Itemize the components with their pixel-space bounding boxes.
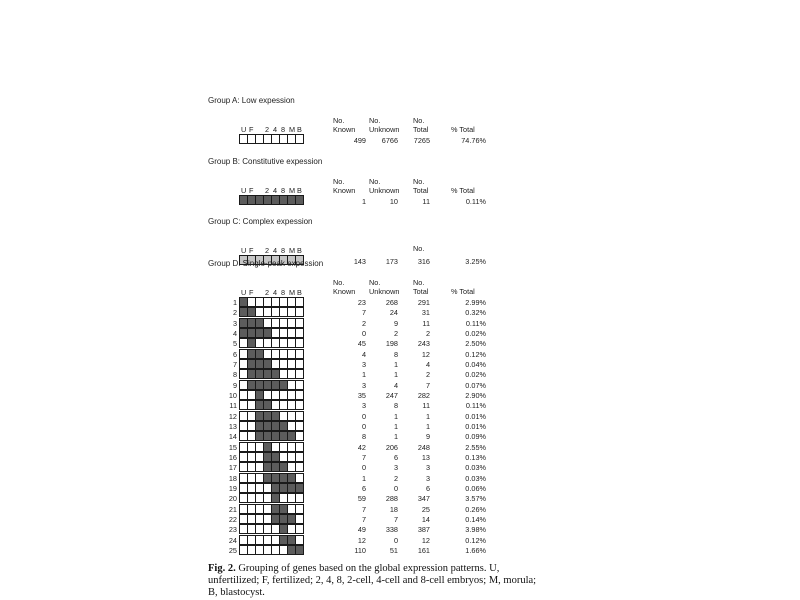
group-b-gene-header-u: U (241, 186, 247, 195)
group-d-row-19-unknown: 0 (393, 484, 398, 493)
group-d-row-15-total: 248 (417, 443, 430, 452)
group-d-row-1-cell-7 (295, 297, 304, 307)
group-d-row-13-total: 1 (425, 422, 430, 431)
group-d-row-7-number: 7 (232, 360, 237, 369)
group-d-row-7-cell-7 (295, 359, 304, 369)
group-d-row-25-total: 161 (417, 546, 430, 555)
group-d-row-12-pct: 0.01% (465, 412, 486, 421)
group-a-gene-header-2: 2 (265, 125, 270, 134)
group-d-row-3-pct: 0.11% (465, 319, 486, 328)
group-d-row-10-pct: 2.90% (465, 391, 486, 400)
group-a-title: Group A: Low expession (208, 96, 295, 105)
group-c-header-total: No. (413, 244, 425, 253)
group-d-row-2-pattern (239, 307, 303, 317)
group-a-gene-header-8: 8 (281, 125, 286, 134)
group-d-row-11-unknown: 8 (393, 401, 398, 410)
group-d-row-7-total: 4 (425, 360, 430, 369)
group-d-row-4-total: 2 (425, 329, 430, 338)
group-b-pct: 0.11% (465, 197, 486, 206)
group-d-row-5-unknown: 198 (385, 339, 398, 348)
group-c-gene-header-f: F (249, 246, 254, 255)
group-d-row-23-unknown: 338 (385, 525, 398, 534)
group-d-row-15-number: 15 (228, 443, 237, 452)
group-d-row-24-cell-7 (295, 535, 304, 545)
group-d-row-1-pattern (239, 297, 303, 307)
group-d-title: Group D: Single-peak expession (208, 259, 324, 268)
group-d-row-8-pattern (239, 369, 303, 379)
group-d-gene-header-m: M (289, 288, 296, 297)
group-d-row-22-pct: 0.14% (465, 515, 486, 524)
group-d-row-6-total: 12 (421, 350, 430, 359)
group-d-header-pct: % Total (451, 287, 475, 296)
group-d-row-21-number: 21 (228, 505, 237, 514)
group-d-row-5-number: 5 (232, 339, 237, 348)
group-a-header-known: No. (333, 116, 345, 125)
group-d-row-1-known: 23 (357, 298, 366, 307)
group-d-gene-header-b: B (297, 288, 302, 297)
group-d-row-2-cell-7 (295, 307, 304, 317)
group-b-gene-header-2: 2 (265, 186, 270, 195)
group-d-header-total-2: Total (413, 287, 429, 296)
figure-caption (208, 563, 538, 599)
group-d-header-known: No. (333, 278, 345, 287)
group-d-row-7-pct: 0.04% (465, 360, 486, 369)
group-d-row-11-pct: 0.11% (465, 401, 486, 410)
group-d-row-24-pattern (239, 535, 303, 545)
group-d-row-18-cell-7 (295, 473, 304, 483)
group-d-row-14-unknown: 1 (393, 432, 398, 441)
group-d-row-6-unknown: 8 (393, 350, 398, 359)
group-b-total: 11 (422, 197, 430, 206)
group-d-row-16-unknown: 6 (393, 453, 398, 462)
group-c-title: Group C: Complex expession (208, 217, 313, 226)
group-c-unknown: 173 (385, 257, 398, 266)
group-a-header-unknown: No. (369, 116, 381, 125)
group-d-row-12-total: 1 (425, 412, 430, 421)
group-d-row-2-known: 7 (361, 308, 366, 317)
group-d-row-14-total: 9 (425, 432, 430, 441)
group-d-row-17-known: 0 (361, 463, 366, 472)
group-d-row-8-cell-7 (295, 369, 304, 379)
group-b-header-total-2: Total (413, 186, 429, 195)
group-d-row-9-number: 9 (232, 381, 237, 390)
group-d-row-20-total: 347 (417, 494, 430, 503)
group-c-gene-header-u: U (241, 246, 247, 255)
caption-text: Grouping of genes based on the global expression patterns. U, unfertilized; F, fertilized; 2, 4, 8, 2-cell, 4-cell and 8-cell embryos; M, morula; B, blastocyst. (208, 563, 537, 598)
group-d-row-18-known: 1 (361, 474, 366, 483)
group-d-row-3-number: 3 (232, 319, 237, 328)
group-d-row-11-total: 11 (422, 401, 430, 410)
group-d-row-13-pattern (239, 421, 303, 431)
group-d-row-6-pattern (239, 349, 303, 359)
group-d-header-unknown-2: Unknown (369, 287, 400, 296)
group-d-row-17-unknown: 3 (393, 463, 398, 472)
group-b-header-total: No. (413, 177, 425, 186)
group-b-title: Group B: Constitutive expession (208, 157, 323, 166)
group-d-row-3-total: 11 (422, 319, 430, 328)
group-a-header-unknown-2: Unknown (369, 125, 400, 134)
group-b-known: 1 (361, 197, 366, 206)
group-d-row-25-cell-7 (295, 545, 304, 555)
group-d-row-23-pattern (239, 524, 303, 534)
group-a-cell-7 (295, 134, 304, 144)
group-d-gene-header-f: F (249, 288, 254, 297)
group-d-row-25-known: 110 (354, 546, 366, 555)
group-d-row-9-known: 3 (361, 381, 366, 390)
group-b-gene-header-m: M (289, 186, 296, 195)
group-d-row-24-known: 12 (357, 536, 366, 545)
group-d-row-10-cell-7 (295, 390, 304, 400)
group-d-row-17-pct: 0.03% (465, 463, 486, 472)
group-d-row-19-number: 19 (228, 484, 237, 493)
group-a-pct: 74.76% (461, 136, 486, 145)
group-d-row-21-cell-7 (295, 504, 304, 514)
group-d-row-11-known: 3 (361, 401, 366, 410)
group-d-row-14-cell-7 (295, 431, 304, 441)
group-d-row-23-total: 387 (417, 525, 430, 534)
group-d-row-22-number: 22 (228, 515, 237, 524)
group-d-row-18-pattern (239, 473, 303, 483)
group-d-row-16-known: 7 (361, 453, 366, 462)
group-d-header-total: No. (413, 278, 425, 287)
group-b-header-unknown: No. (369, 177, 381, 186)
group-d-gene-header-2: 2 (265, 288, 270, 297)
group-d-row-11-pattern (239, 400, 303, 410)
group-a-known: 499 (353, 136, 366, 145)
group-d-row-17-number: 17 (228, 463, 237, 472)
group-d-gene-header-u: U (241, 288, 247, 297)
group-d-header-unknown: No. (369, 278, 381, 287)
group-c-pct: 3.25% (465, 257, 486, 266)
group-d-row-20-pct: 3.57% (465, 494, 486, 503)
group-d-row-13-known: 0 (361, 422, 366, 431)
group-d-row-23-cell-7 (295, 524, 304, 534)
group-d-row-25-pct: 1.66% (465, 546, 486, 555)
group-d-row-12-pattern (239, 411, 303, 421)
group-d-row-15-pattern (239, 442, 303, 452)
group-d-row-23-known: 49 (357, 525, 366, 534)
group-d-row-17-pattern (239, 462, 303, 472)
group-d-row-16-number: 16 (228, 453, 237, 462)
group-d-row-3-cell-7 (295, 318, 304, 328)
group-d-row-9-unknown: 4 (393, 381, 398, 390)
group-a-header-total-2: Total (413, 125, 429, 134)
group-d-row-19-known: 6 (361, 484, 366, 493)
group-d-row-21-unknown: 18 (389, 505, 398, 514)
group-d-row-7-unknown: 1 (393, 360, 398, 369)
group-d-row-19-cell-7 (295, 483, 304, 493)
group-d-row-10-unknown: 247 (385, 391, 398, 400)
group-d-row-16-cell-7 (295, 452, 304, 462)
group-d-row-22-unknown: 7 (393, 515, 398, 524)
group-d-row-21-pct: 0.26% (465, 505, 486, 514)
group-d-row-22-known: 7 (361, 515, 366, 524)
group-d-row-13-number: 13 (228, 422, 237, 431)
group-d-row-15-pct: 2.55% (465, 443, 486, 452)
caption-label: Fig. 2. (208, 563, 236, 574)
group-d-row-15-known: 42 (357, 443, 366, 452)
group-b-header-known: No. (333, 177, 345, 186)
group-d-row-16-pattern (239, 452, 303, 462)
group-d-row-19-pattern (239, 483, 303, 493)
group-d-row-12-known: 0 (361, 412, 366, 421)
group-d-row-21-pattern (239, 504, 303, 514)
group-d-row-2-number: 2 (232, 308, 237, 317)
group-b-pattern (239, 195, 303, 205)
group-c-gene-header-4: 4 (273, 246, 278, 255)
group-d-row-9-pattern (239, 380, 303, 390)
group-d-row-22-total: 14 (421, 515, 430, 524)
group-d-row-19-pct: 0.06% (465, 484, 486, 493)
group-d-row-8-number: 8 (232, 370, 237, 379)
group-d-row-14-pattern (239, 431, 303, 441)
group-b-header-known-2: Known (333, 186, 356, 195)
group-d-row-24-total: 12 (421, 536, 430, 545)
group-d-row-9-total: 7 (425, 381, 430, 390)
group-d-row-8-total: 2 (425, 370, 430, 379)
group-a-gene-header-u: U (241, 125, 247, 134)
group-c-known: 143 (353, 257, 366, 266)
group-d-header-known-2: Known (333, 287, 356, 296)
group-a-unknown: 6766 (381, 136, 398, 145)
group-d-row-12-cell-7 (295, 411, 304, 421)
group-d-row-23-number: 23 (228, 525, 237, 534)
group-d-row-12-unknown: 1 (393, 412, 398, 421)
group-d-row-23-pct: 3.98% (465, 525, 486, 534)
group-d-row-19-total: 6 (425, 484, 430, 493)
group-d-row-20-number: 20 (228, 494, 237, 503)
group-d-row-10-pattern (239, 390, 303, 400)
group-d-row-13-pct: 0.01% (465, 422, 486, 431)
group-d-row-3-known: 2 (361, 319, 366, 328)
group-a-gene-header-b: B (297, 125, 302, 134)
group-c-total: 316 (417, 257, 430, 266)
group-d-row-20-known: 59 (357, 494, 366, 503)
group-d-row-13-cell-7 (295, 421, 304, 431)
group-d-row-8-unknown: 1 (393, 370, 398, 379)
group-d-row-11-cell-7 (295, 400, 304, 410)
group-d-row-25-number: 25 (228, 546, 237, 555)
group-d-row-18-number: 18 (228, 474, 237, 483)
group-d-row-6-number: 6 (232, 350, 237, 359)
group-a-header-total: No. (413, 116, 425, 125)
group-d-row-24-pct: 0.12% (465, 536, 486, 545)
group-d-row-1-number: 1 (232, 298, 237, 307)
group-d-row-20-unknown: 288 (385, 494, 398, 503)
group-d-row-24-unknown: 0 (393, 536, 398, 545)
group-a-total: 7265 (413, 136, 430, 145)
group-d-row-12-number: 12 (228, 412, 237, 421)
group-d-row-1-total: 291 (417, 298, 430, 307)
group-d-row-20-cell-7 (295, 493, 304, 503)
group-d-row-10-total: 282 (417, 391, 430, 400)
group-d-row-22-cell-7 (295, 514, 304, 524)
group-d-row-4-pct: 0.02% (465, 329, 486, 338)
group-d-row-7-pattern (239, 359, 303, 369)
group-d-row-4-number: 4 (232, 329, 237, 338)
group-d-row-22-pattern (239, 514, 303, 524)
group-b-header-pct: % Total (451, 186, 475, 195)
group-b-unknown: 10 (389, 197, 398, 206)
group-a-gene-header-f: F (249, 125, 254, 134)
group-d-row-4-unknown: 2 (393, 329, 398, 338)
group-d-row-3-unknown: 9 (393, 319, 398, 328)
group-d-row-4-cell-7 (295, 328, 304, 338)
group-a-header-pct: % Total (451, 125, 475, 134)
group-d-row-25-pattern (239, 545, 303, 555)
group-d-row-5-known: 45 (357, 339, 366, 348)
group-d-row-9-cell-7 (295, 380, 304, 390)
group-c-gene-header-8: 8 (281, 246, 286, 255)
group-d-row-2-pct: 0.32% (465, 308, 486, 317)
group-d-row-14-number: 14 (228, 432, 237, 441)
group-d-row-18-pct: 0.03% (465, 474, 486, 483)
group-c-gene-header-b: B (297, 246, 302, 255)
group-d-row-16-pct: 0.13% (465, 453, 486, 462)
group-b-gene-header-8: 8 (281, 186, 286, 195)
group-d-row-21-known: 7 (361, 505, 366, 514)
group-d-row-1-pct: 2.99% (465, 298, 486, 307)
group-a-pattern (239, 134, 303, 144)
group-d-row-5-pattern (239, 338, 303, 348)
group-d-row-6-known: 4 (361, 350, 366, 359)
group-d-row-15-unknown: 206 (385, 443, 398, 452)
group-b-gene-header-f: F (249, 186, 254, 195)
group-d-row-2-total: 31 (421, 308, 430, 317)
group-d-row-6-pct: 0.12% (465, 350, 486, 359)
group-d-row-24-number: 24 (228, 536, 237, 545)
group-b-gene-header-b: B (297, 186, 302, 195)
group-c-gene-header-m: M (289, 246, 296, 255)
group-d-row-20-pattern (239, 493, 303, 503)
group-d-row-17-total: 3 (425, 463, 430, 472)
group-d-row-10-number: 10 (228, 391, 237, 400)
group-d-row-1-unknown: 268 (385, 298, 398, 307)
group-d-row-3-pattern (239, 318, 303, 328)
group-b-gene-header-4: 4 (273, 186, 278, 195)
group-d-row-16-total: 13 (421, 453, 430, 462)
group-d-row-6-cell-7 (295, 349, 304, 359)
group-d-row-4-known: 0 (361, 329, 366, 338)
group-d-row-15-cell-7 (295, 442, 304, 452)
group-d-row-7-known: 3 (361, 360, 366, 369)
group-b-header-unknown-2: Unknown (369, 186, 400, 195)
group-a-gene-header-4: 4 (273, 125, 278, 134)
group-d-gene-header-8: 8 (281, 288, 286, 297)
group-d-row-17-cell-7 (295, 462, 304, 472)
group-d-row-9-pct: 0.07% (465, 381, 486, 390)
group-d-row-25-unknown: 51 (389, 546, 398, 555)
group-d-row-4-pattern (239, 328, 303, 338)
group-d-row-8-pct: 0.02% (465, 370, 486, 379)
group-d-row-5-pct: 2.50% (465, 339, 486, 348)
group-d-row-14-known: 8 (361, 432, 366, 441)
group-d-row-5-cell-7 (295, 338, 304, 348)
group-d-row-18-unknown: 2 (393, 474, 398, 483)
group-d-row-11-number: 11 (229, 401, 237, 410)
group-b-cell-7 (295, 195, 304, 205)
group-c-gene-header-2: 2 (265, 246, 270, 255)
group-d-gene-header-4: 4 (273, 288, 278, 297)
group-d-row-13-unknown: 1 (393, 422, 398, 431)
group-a-gene-header-m: M (289, 125, 296, 134)
group-d-row-14-pct: 0.09% (465, 432, 486, 441)
group-d-row-18-total: 3 (425, 474, 430, 483)
group-d-row-5-total: 243 (417, 339, 430, 348)
group-d-row-10-known: 35 (357, 391, 366, 400)
group-d-row-21-total: 25 (421, 505, 430, 514)
group-a-header-known-2: Known (333, 125, 356, 134)
group-d-row-8-known: 1 (361, 370, 366, 379)
group-d-row-2-unknown: 24 (389, 308, 398, 317)
